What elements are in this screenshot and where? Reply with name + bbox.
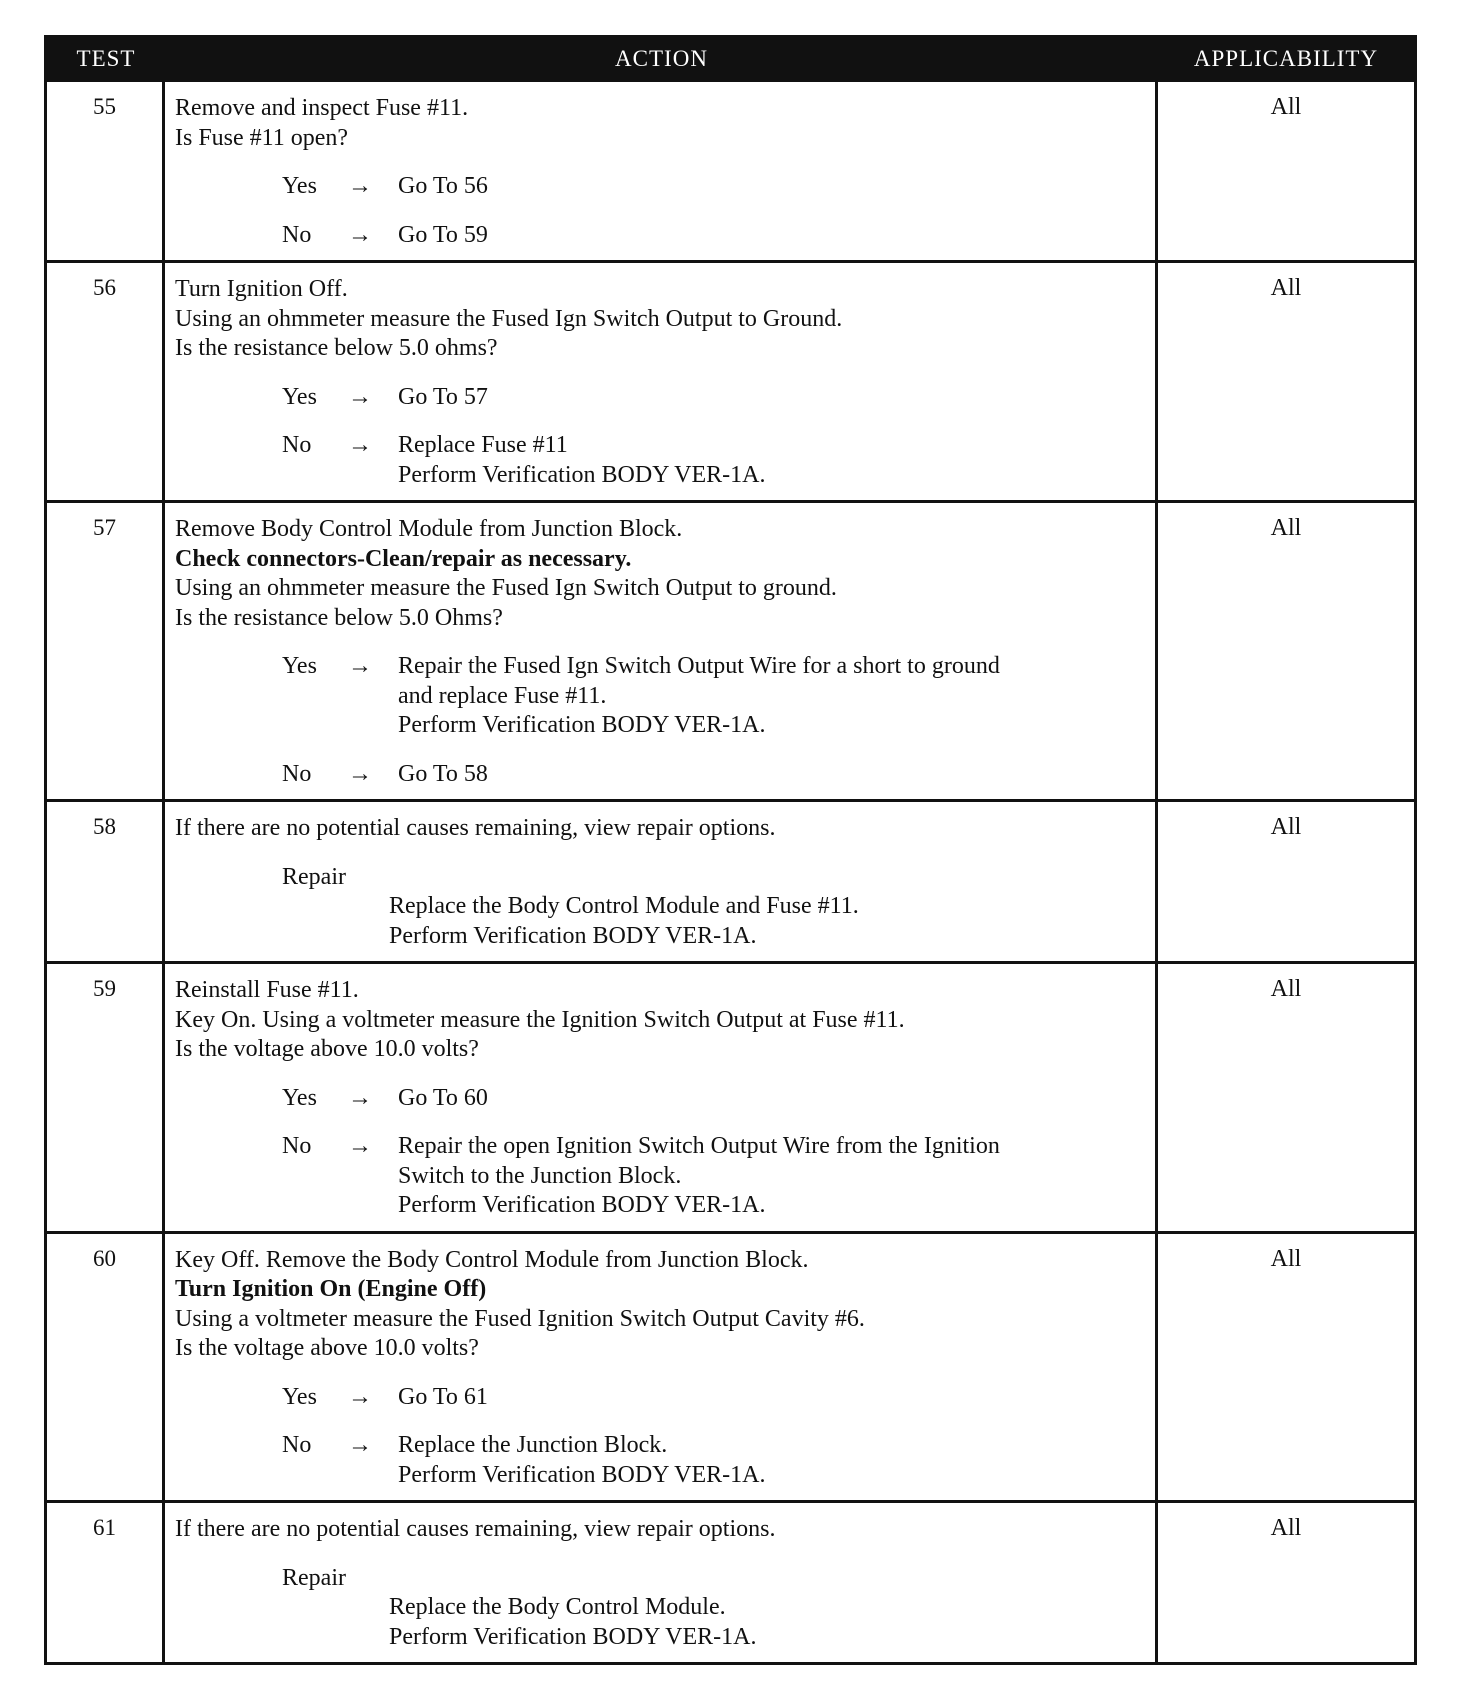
yes-result (398, 652, 1149, 741)
no-branch (175, 431, 1149, 490)
action-bold-line: Check connectors-Clean/repair as necessary. (175, 545, 632, 572)
result-line: Switch to the Junction Block. (398, 1162, 682, 1189)
test-number: 60 (47, 1234, 165, 1501)
test-number: 55 (47, 82, 165, 260)
result-line: Go To 59 (398, 221, 488, 248)
result-line: Perform Verification BODY VER-1A. (398, 1461, 766, 1488)
no-branch (175, 1431, 1149, 1490)
applicability-value: All (1270, 94, 1302, 120)
arrow-icon: → (348, 173, 372, 199)
arrow-icon: → (348, 1133, 372, 1159)
result-line: Perform Verification BODY VER-1A. (398, 712, 766, 738)
action-line: Using a voltmeter measure the Fused Ignition Switch Output Cavity #6. (175, 1305, 865, 1332)
no-label: No (282, 432, 312, 458)
arrow-icon: → (348, 760, 372, 787)
no-label: No (282, 760, 312, 787)
result-line: Perform Verification BODY VER-1A. (398, 1192, 766, 1218)
action-cell (165, 263, 1158, 500)
repair-label: Repair (282, 863, 346, 890)
action-line: Is Fuse #11 open? (175, 124, 349, 151)
test-number: 61 (47, 1503, 165, 1662)
yes-label: Yes (282, 1084, 317, 1111)
arrow-icon: → (348, 1432, 372, 1458)
yes-result (398, 172, 1149, 202)
applicability-value: All (1270, 1515, 1302, 1541)
no-label: No (282, 221, 312, 248)
yes-branch (175, 652, 1149, 741)
action-cell (165, 802, 1158, 961)
applicability-value: All (1270, 275, 1302, 301)
table-row (47, 260, 1414, 500)
result-line: Go To 60 (398, 1084, 488, 1111)
header-test: TEST (76, 45, 136, 71)
yes-result (398, 1383, 1149, 1413)
test-number: 57 (47, 503, 165, 799)
result-line: Replace Fuse #11 (398, 432, 568, 458)
table-row (47, 500, 1414, 799)
arrow-icon: → (348, 383, 372, 410)
repair-line: Replace the Body Control Module and Fuse #11. (389, 893, 859, 919)
diagnostic-test-table (44, 35, 1417, 1665)
no-result (398, 221, 1149, 251)
applicability-value: All (1270, 814, 1302, 840)
yes-branch (175, 383, 1149, 413)
no-result (398, 431, 1149, 490)
action-cell (165, 82, 1158, 260)
repair-line: Perform Verification BODY VER-1A. (389, 1623, 757, 1650)
yes-result (398, 1084, 1149, 1114)
yes-label: Yes (282, 653, 317, 679)
action-line: Remove and inspect Fuse #11. (175, 95, 469, 121)
table-row (47, 1500, 1414, 1662)
action-line: Is the resistance below 5.0 ohms? (175, 335, 498, 361)
action-line: Key Off. Remove the Body Control Module from Junction Block. (175, 1246, 809, 1273)
action-line: Using an ohmmeter measure the Fused Ign Switch Output to Ground. (175, 305, 843, 332)
action-line: Turn Ignition Off. (175, 276, 348, 302)
action-cell (165, 964, 1158, 1231)
no-branch (175, 1132, 1149, 1221)
action-line: Key On. Using a voltmeter measure the Ignition Switch Output at Fuse #11. (175, 1006, 905, 1033)
arrow-icon: → (348, 1084, 372, 1111)
repair-steps (389, 892, 1149, 951)
table-row (47, 799, 1414, 961)
result-line: Repair the Fused Ign Switch Output Wire for a short to ground (398, 653, 1000, 679)
result-line: Go To 58 (398, 760, 488, 787)
yes-result (398, 383, 1149, 413)
result-line: Go To 56 (398, 173, 488, 199)
no-branch (175, 221, 1149, 251)
no-branch (175, 760, 1149, 790)
yes-label: Yes (282, 1383, 317, 1410)
applicability-value: All (1270, 976, 1302, 1002)
action-cell (165, 503, 1158, 799)
applicability-value: All (1270, 515, 1302, 541)
repair-line: Replace the Body Control Module. (389, 1594, 726, 1620)
table-row (47, 961, 1414, 1231)
action-line: Is the voltage above 10.0 volts? (175, 1335, 479, 1361)
action-line: Reinstall Fuse #11. (175, 977, 359, 1003)
test-number: 58 (47, 802, 165, 961)
yes-branch (175, 172, 1149, 202)
test-number: 59 (47, 964, 165, 1231)
no-label: No (282, 1432, 312, 1458)
result-line: and replace Fuse #11. (398, 682, 607, 709)
action-line: If there are no potential causes remaining, view repair options. (175, 1516, 776, 1542)
yes-label: Yes (282, 383, 317, 410)
repair-steps (389, 1593, 1149, 1652)
table-row (47, 1231, 1414, 1501)
repair-line: Perform Verification BODY VER-1A. (389, 922, 757, 949)
applicability-value: All (1270, 1245, 1302, 1272)
table-body (47, 79, 1414, 1662)
result-line: Go To 61 (398, 1383, 488, 1410)
no-label: No (282, 1133, 312, 1159)
table-row (47, 79, 1414, 260)
result-line: Replace the Junction Block. (398, 1432, 668, 1458)
action-line: Is the voltage above 10.0 volts? (175, 1036, 479, 1062)
result-line: Repair the open Ignition Switch Output Wire from the Ignition (398, 1133, 1000, 1159)
arrow-icon: → (348, 653, 372, 679)
arrow-icon: → (348, 1383, 372, 1410)
header-applicability: APPLICABILITY (1193, 45, 1379, 71)
no-result (398, 1132, 1149, 1221)
yes-label: Yes (282, 173, 317, 199)
action-line: If there are no potential causes remaining, view repair options. (175, 815, 776, 841)
arrow-icon: → (348, 221, 372, 248)
repair-label: Repair (282, 1564, 346, 1591)
yes-branch (175, 1084, 1149, 1114)
result-line: Perform Verification BODY VER-1A. (398, 461, 766, 488)
action-cell (165, 1234, 1158, 1501)
result-line: Go To 57 (398, 383, 488, 410)
no-result (398, 1431, 1149, 1490)
no-result (398, 760, 1149, 790)
arrow-icon: → (348, 432, 372, 458)
action-cell (165, 1503, 1158, 1662)
yes-branch (175, 1383, 1149, 1413)
header-action: ACTION (615, 45, 708, 71)
action-line: Using an ohmmeter measure the Fused Ign Switch Output to ground. (175, 575, 837, 601)
table-header (47, 38, 1414, 79)
action-line: Remove Body Control Module from Junction Block. (175, 516, 683, 542)
action-bold-line: Turn Ignition On (Engine Off) (175, 1276, 487, 1302)
action-line: Is the resistance below 5.0 Ohms? (175, 604, 503, 631)
test-number: 56 (47, 263, 165, 500)
